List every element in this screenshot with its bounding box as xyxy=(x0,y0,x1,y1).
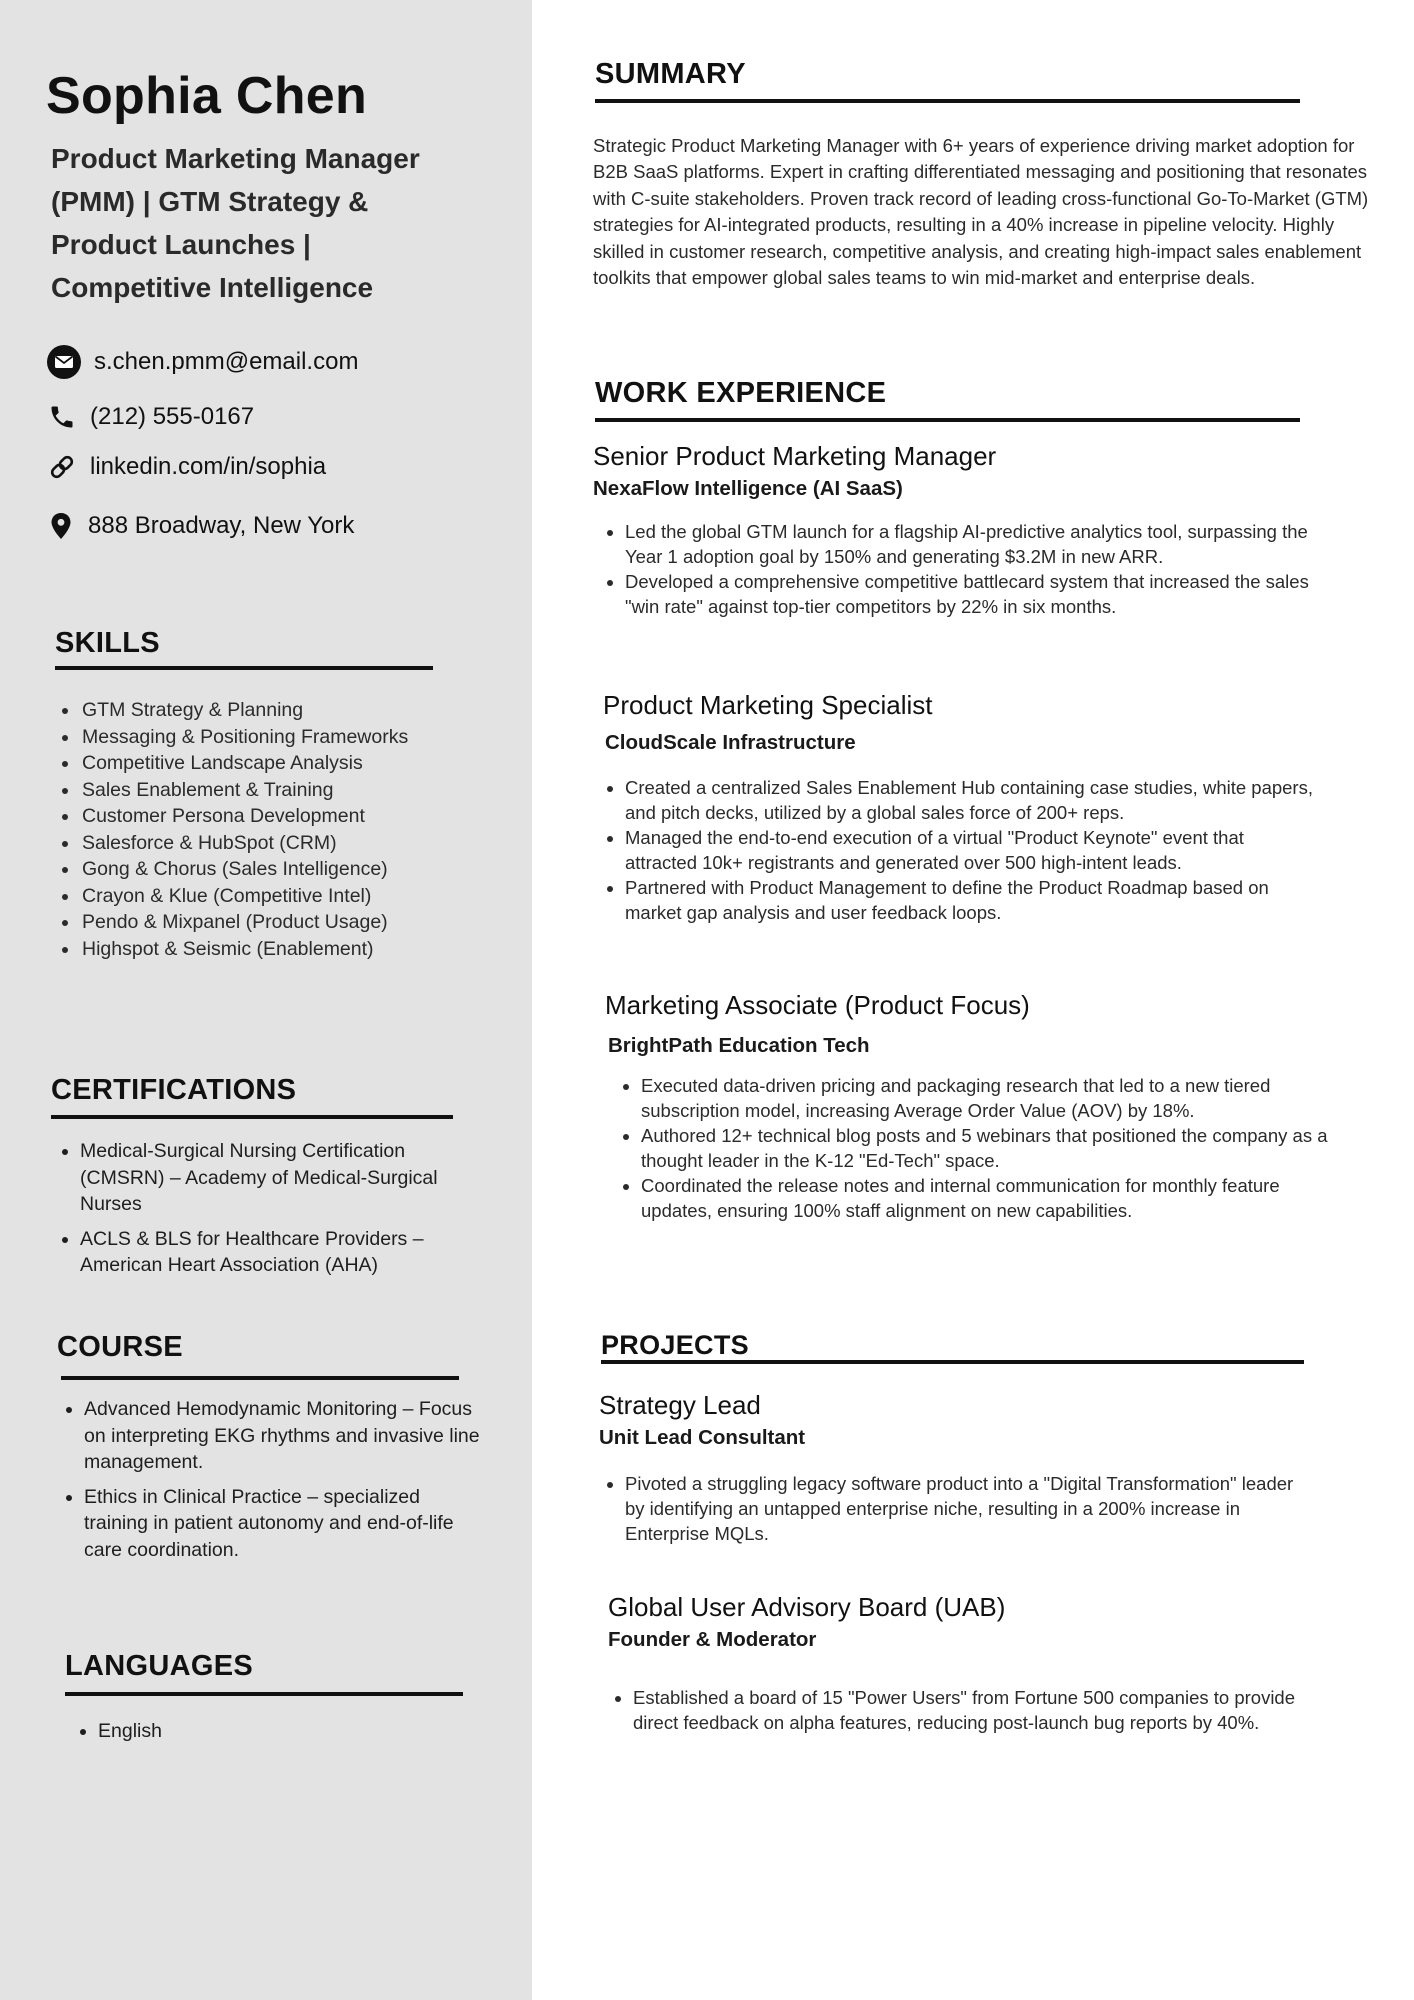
job-bullets xyxy=(593,775,1315,925)
list-item: • Established a board of 15 "Power Users" from Fortune 500 companies to provide direct feedback on alpha features, reducing post-launch bug reports by 40%. xyxy=(633,1685,1313,1735)
job-title: Senior Product Marketing Manager xyxy=(593,441,997,471)
list-item: • Crayon & Klue (Competitive Intel) xyxy=(80,883,520,910)
summary-text: Strategic Product Marketing Manager with 6+ years of experience driving market adoption for B2B SaaS platforms. Expert in crafting differentiated messaging and positioning that resonates with C-suite stakeholders. Proven track record of leading cross-functional Go-To-Market (GTM) strategies for AI-integrated products, resulting in a 40% increase in pipeline velocity. Highly skilled in customer research, competitive analysis, and creating high-impact sales enablement toolkits that empower global sales teams to win mid-market and enterprise deals. xyxy=(593,135,1369,289)
job-title: Product Marketing Specialist xyxy=(603,690,933,720)
list-item: • Created a centralized Sales Enablement Hub containing case studies, white papers, and pitch decks, utilized by a global sales force of 200+ reps. xyxy=(625,775,1315,825)
job-bullets xyxy=(593,519,1315,619)
list-item: • Developed a comprehensive competitive battlecard system that increased the sales "win rate" against top-tier competitors by 22% in six months. xyxy=(625,569,1315,619)
course-list xyxy=(56,1396,484,1571)
location-pin-icon xyxy=(46,508,76,544)
certifications-divider xyxy=(51,1115,453,1119)
skills-list xyxy=(52,697,520,962)
job-company: CloudScale Infrastructure xyxy=(605,731,856,754)
languages-heading: LANGUAGES xyxy=(65,1650,253,1682)
list-item: • Partnered with Product Management to define the Product Roadmap based on market gap analysis and user feedback loops. xyxy=(625,875,1315,925)
course-heading: COURSE xyxy=(57,1331,183,1363)
projects-divider xyxy=(601,1360,1304,1364)
job-company: NexaFlow Intelligence (AI SaaS) xyxy=(593,477,903,500)
list-item: • Highspot & Seismic (Enablement) xyxy=(80,936,520,963)
project-title: Strategy Lead xyxy=(599,1390,761,1420)
list-item: • Managed the end-to-end execution of a virtual "Product Keynote" event that attracted 10k+ registrants and generated over 500 high-intent leads. xyxy=(625,825,1315,875)
projects-heading: PROJECTS xyxy=(601,1330,749,1360)
certifications-list xyxy=(52,1138,490,1287)
contact-linkedin[interactable] xyxy=(46,449,326,485)
list-item: • Executed data-driven pricing and packaging research that led to a new tiered subscription model, increasing Average Order Value (AOV) by 18%. xyxy=(641,1073,1341,1123)
sidebar xyxy=(0,0,532,2000)
phone-icon xyxy=(46,399,78,435)
list-item: • Messaging & Positioning Frameworks xyxy=(80,724,520,751)
location-text: 888 Broadway, New York xyxy=(88,512,355,539)
languages-divider xyxy=(65,1692,463,1696)
project-title: Global User Advisory Board (UAB) xyxy=(608,1592,1006,1622)
list-item: • Advanced Hemodynamic Monitoring – Focus on interpreting EKG rhythms and invasive line management. xyxy=(84,1396,484,1476)
list-item: • Customer Persona Development xyxy=(80,803,520,830)
job-title: Marketing Associate (Product Focus) xyxy=(605,990,1030,1020)
languages-list xyxy=(70,1718,478,1753)
contact-location xyxy=(46,508,354,544)
skills-heading: SKILLS xyxy=(55,627,160,659)
work-experience-divider xyxy=(595,418,1300,422)
list-item: • ACLS & BLS for Healthcare Providers – American Heart Association (AHA) xyxy=(80,1226,490,1279)
list-item: • Competitive Landscape Analysis xyxy=(80,750,520,777)
job-company: BrightPath Education Tech xyxy=(608,1034,870,1057)
job-bullets xyxy=(609,1073,1341,1223)
candidate-name: Sophia Chen xyxy=(46,67,368,125)
linkedin-text: linkedin.com/in/sophia xyxy=(90,453,327,480)
summary-heading: SUMMARY xyxy=(595,58,746,90)
email-text: s.chen.pmm@email.com xyxy=(94,348,359,375)
list-item: • Pendo & Mixpanel (Product Usage) xyxy=(80,909,520,936)
list-item: • Gong & Chorus (Sales Intelligence) xyxy=(80,856,520,883)
envelope-icon xyxy=(46,344,82,380)
project-role: Founder & Moderator xyxy=(608,1628,817,1651)
contact-email[interactable] xyxy=(46,344,358,380)
skills-divider xyxy=(55,666,433,670)
contact-phone[interactable] xyxy=(46,399,254,435)
work-experience-heading: WORK EXPERIENCE xyxy=(595,377,887,409)
list-item: • Medical-Surgical Nursing Certification (CMSRN) – Academy of Medical-Surgical Nurses xyxy=(80,1138,490,1218)
link-icon xyxy=(46,449,78,485)
list-item: • Salesforce & HubSpot (CRM) xyxy=(80,830,520,857)
project-role: Unit Lead Consultant xyxy=(599,1426,806,1449)
main-content xyxy=(532,0,1414,2000)
summary-divider xyxy=(595,99,1300,103)
certifications-heading: CERTIFICATIONS xyxy=(51,1074,297,1106)
list-item: • GTM Strategy & Planning xyxy=(80,697,520,724)
list-item: • Ethics in Clinical Practice – specialized training in patient autonomy and end-of-life care coordination. xyxy=(84,1484,484,1564)
list-item: • English xyxy=(98,1718,478,1745)
list-item: • Pivoted a struggling legacy software product into a "Digital Transformation" leader by identifying an untapped enterprise niche, resulting in a 200% increase in Enterprise MQLs. xyxy=(625,1471,1305,1546)
project-bullets xyxy=(601,1685,1313,1735)
candidate-headline: Product Marketing Manager (PMM) | GTM Strategy & Product Launches | Competitive Intelligence xyxy=(51,143,420,303)
list-item: • Coordinated the release notes and internal communication for monthly feature updates, ensuring 100% staff alignment on new capabilities. xyxy=(641,1173,1341,1223)
course-divider xyxy=(61,1376,459,1380)
list-item: • Sales Enablement & Training xyxy=(80,777,520,804)
list-item: • Led the global GTM launch for a flagship AI-predictive analytics tool, surpassing the Year 1 adoption goal by 150% and generating $3.2M in new ARR. xyxy=(625,519,1315,569)
phone-text: (212) 555-0167 xyxy=(90,403,255,430)
list-item: • Authored 12+ technical blog posts and 5 webinars that positioned the company as a thought leader in the K-12 "Ed-Tech" space. xyxy=(641,1123,1341,1173)
project-bullets xyxy=(593,1471,1305,1546)
